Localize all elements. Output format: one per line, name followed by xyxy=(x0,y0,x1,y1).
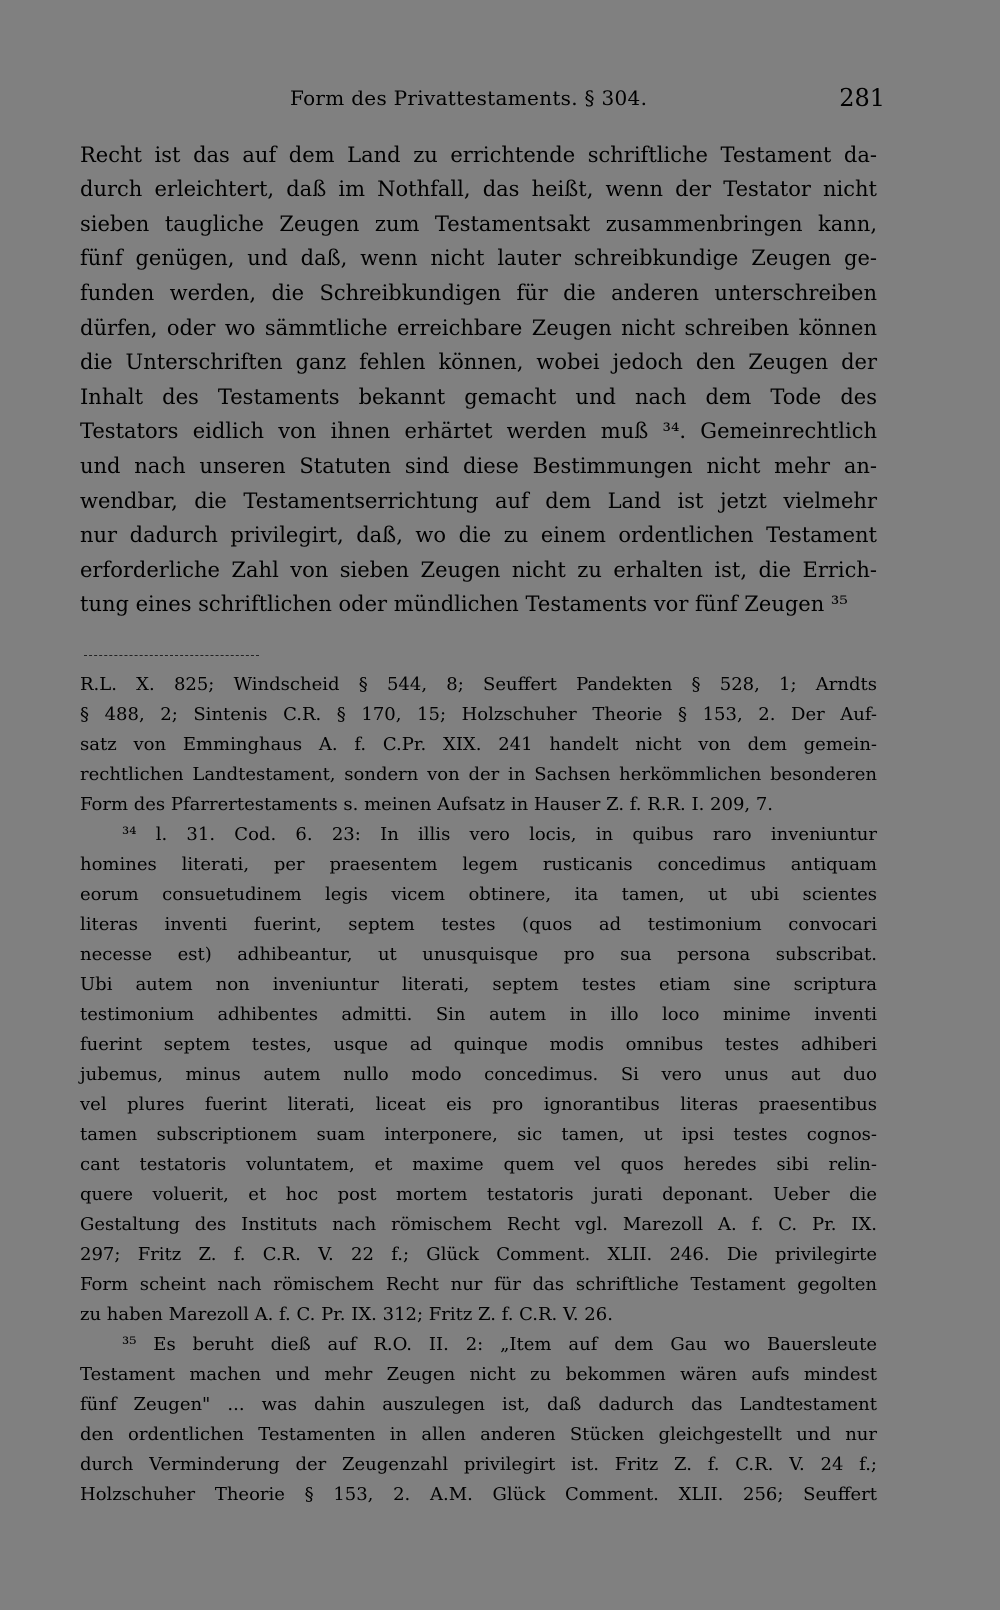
page-number: 281 xyxy=(839,84,885,112)
footnote-line: § 488, 2; Sintenis C.R. § 170, 15; Holzschuher Theorie § 153, 2. Der Auf- xyxy=(80,704,877,725)
body-line: wendbar, die Testamentserrichtung auf dem Land ist jetzt vielmehr xyxy=(80,489,877,513)
footnote-line: Ubi autem non inveniuntur literati, septem testes etiam sine scriptura xyxy=(80,974,877,995)
footnote-line: tamen subscriptionem suam interponere, sic tamen, ut ipsi testes cognos- xyxy=(80,1124,877,1145)
body-line: fünf genügen, und daß, wenn nicht lauter schreibkundige Zeugen ge- xyxy=(80,246,877,270)
footnote-line: fuerint septem testes, usque ad quinque modis omnibus testes adhiberi xyxy=(80,1034,877,1055)
footnote-line: satz von Emminghaus A. f. C.Pr. XIX. 241 handelt nicht von dem gemein- xyxy=(80,734,877,755)
footnote-line: durch Verminderung der Zeugenzahl privilegirt ist. Fritz Z. f. C.R. V. 24 f.; xyxy=(80,1454,877,1475)
body-line: nur dadurch privilegirt, daß, wo die zu einem ordentlichen Testament xyxy=(80,523,877,547)
running-title: Form des Privattestaments. § 304. xyxy=(290,86,648,110)
footnote-line: Testament machen und mehr Zeugen nicht zu bekommen wären aufs mindest xyxy=(80,1364,877,1385)
body-line: tung eines schriftlichen oder mündlichen Testaments vor fünf Zeugen ³⁵ xyxy=(80,592,848,616)
footnote-line: rechtlichen Landtestament, sondern von der in Sachsen herkömmlichen besonderen xyxy=(80,764,877,785)
footnote-line: vel plures fuerint literati, liceat eis pro ignorantibus literas praesentibus xyxy=(80,1094,877,1115)
footnote-line: quere voluerit, et hoc post mortem testatoris jurati deponant. Ueber die xyxy=(80,1184,877,1205)
footnote-line: Form scheint nach römischem Recht nur für das schriftliche Testament gegolten xyxy=(80,1274,877,1295)
body-line: Inhalt des Testaments bekannt gemacht und nach dem Tode des xyxy=(80,385,877,409)
footnote-rule xyxy=(84,655,259,656)
body-line: die Unterschriften ganz fehlen können, wobei jedoch den Zeugen der xyxy=(80,350,877,374)
footnote-line: cant testatoris voluntatem, et maxime quem vel quos heredes sibi relin- xyxy=(80,1154,877,1175)
body-line: und nach unseren Statuten sind diese Bestimmungen nicht mehr an- xyxy=(80,454,877,478)
footnote-line: Form des Pfarrertestaments s. meinen Aufsatz in Hauser Z. f. R.R. I. 209, 7. xyxy=(80,794,774,815)
footnote-line: Gestaltung des Instituts nach römischem Recht vgl. Marezoll A. f. C. Pr. IX. xyxy=(80,1214,877,1235)
footnote-line: ³⁵ Es beruht dieß auf R.O. II. 2: „Item auf dem Gau wo Bauersleute xyxy=(122,1334,877,1355)
body-line: erforderliche Zahl von sieben Zeugen nicht zu erhalten ist, die Errich- xyxy=(80,558,877,582)
footnote-line: necesse est) adhibeantur, ut unusquisque pro sua persona subscribat. xyxy=(80,944,877,965)
footnote-line: den ordentlichen Testamenten in allen anderen Stücken gleichgestellt und nur xyxy=(80,1424,877,1445)
footnote-line: zu haben Marezoll A. f. C. Pr. IX. 312; Fritz Z. f. C.R. V. 26. xyxy=(80,1304,613,1325)
footnote-line: eorum consuetudinem legis vicem obtinere, ita tamen, ut ubi scientes xyxy=(80,884,877,905)
body-line: Recht ist das auf dem Land zu errichtende schriftliche Testament da- xyxy=(80,143,877,167)
footnote-line: Holzschuher Theorie § 153, 2. A.M. Glück Comment. XLII. 256; Seuffert xyxy=(80,1484,877,1505)
footnote-line: literas inventi fuerint, septem testes (quos ad testimonium convocari xyxy=(80,914,877,935)
footnote-line: ³⁴ l. 31. Cod. 6. 23: In illis vero locis, in quibus raro inveniuntur xyxy=(122,824,877,845)
footnote-line: R.L. X. 825; Windscheid § 544, 8; Seuffert Pandekten § 528, 1; Arndts xyxy=(80,674,877,695)
footnote-line: homines literati, per praesentem legem rusticanis concedimus antiquam xyxy=(80,854,877,875)
body-line: sieben taugliche Zeugen zum Testamentsakt zusammenbringen kann, xyxy=(80,212,877,236)
footnote-line: jubemus, minus autem nullo modo concedimus. Si vero unus aut duo xyxy=(80,1064,877,1085)
body-line: durch erleichtert, daß im Nothfall, das heißt, wenn der Testator nicht xyxy=(80,177,877,201)
body-line: Testators eidlich von ihnen erhärtet werden muß ³⁴. Gemeinrechtlich xyxy=(80,419,877,443)
body-line: dürfen, oder wo sämmtliche erreichbare Zeugen nicht schreiben können xyxy=(80,316,877,340)
footnote-line: testimonium adhibentes admitti. Sin autem in illo loco minime inventi xyxy=(80,1004,877,1025)
body-line: funden werden, die Schreibkundigen für die anderen unterschreiben xyxy=(80,281,877,305)
footnote-line: 297; Fritz Z. f. C.R. V. 22 f.; Glück Comment. XLII. 246. Die privilegirte xyxy=(80,1244,877,1265)
footnote-line: fünf Zeugen" ... was dahin auszulegen ist, daß dadurch das Landtestament xyxy=(80,1394,877,1415)
